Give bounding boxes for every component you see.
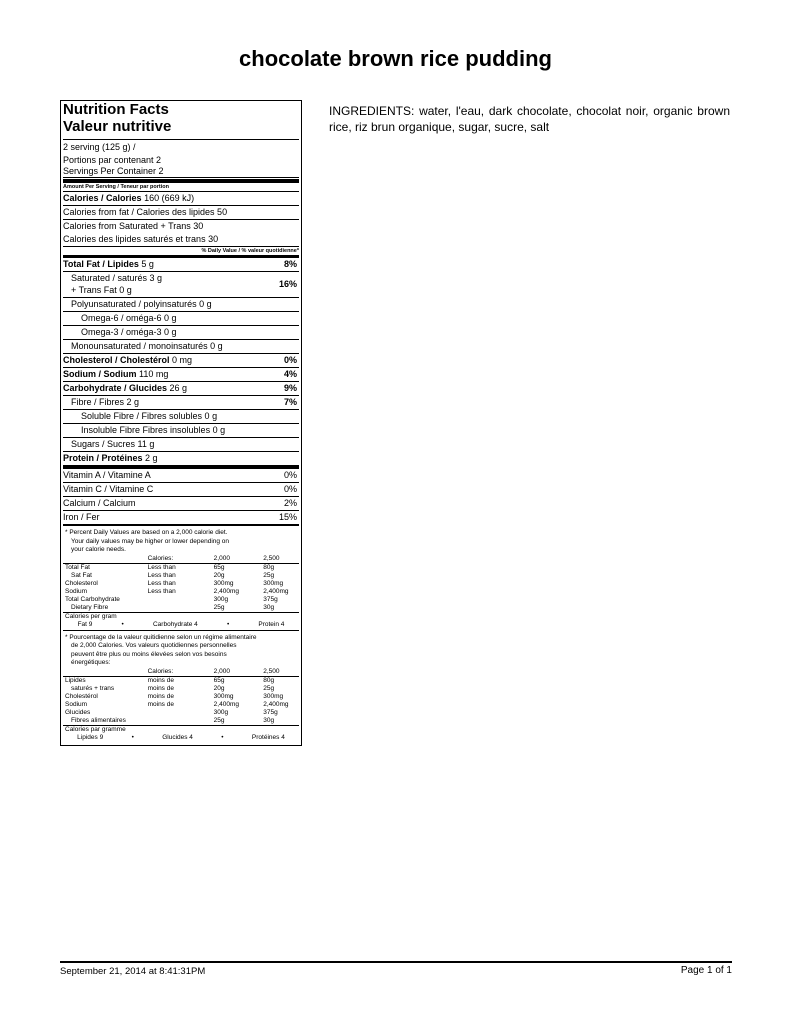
servings-per-container: Servings Per Container 2 xyxy=(63,166,299,178)
soluble-fibre-row: Soluble Fibre / Fibres solubles 0 g xyxy=(63,410,299,424)
table-cell: Dietary Fibre xyxy=(71,603,109,611)
vitamin-c-pct: 0% xyxy=(283,484,297,494)
cholesterol-row xyxy=(63,354,299,368)
total-fat-value: 5 g xyxy=(141,259,154,269)
table-cell: 30g xyxy=(263,716,275,724)
calories-per-gram-fr: Calories par gramme xyxy=(63,725,299,734)
table-row xyxy=(63,588,299,596)
table-cell: 25g xyxy=(213,716,225,724)
cpg-fr-bullet: • xyxy=(221,733,224,741)
footnote-en-line2: Your daily values may be higher or lower depending on xyxy=(71,537,230,545)
table-fr-header-cell: 2,500 xyxy=(261,668,299,677)
table-cell: 2,400mg xyxy=(263,587,289,595)
table-cell: 65g xyxy=(213,563,225,571)
portions: Portions par contenant 2 xyxy=(63,155,162,165)
table-cell: Glucides xyxy=(65,708,91,716)
table-cell xyxy=(146,709,212,717)
omega6-row: Omega-6 / oméga-6 0 g xyxy=(63,312,299,326)
carbohydrate-row xyxy=(63,382,299,396)
sodium-value: 110 mg xyxy=(139,369,169,379)
footer-page-number: Page 1 of 1 xyxy=(680,965,732,976)
table-en-header-cell xyxy=(63,555,146,564)
calories-label: Calories / Calories xyxy=(63,193,142,203)
table-row xyxy=(63,604,299,612)
fibre-row xyxy=(63,396,299,410)
table-cell: moins de xyxy=(147,676,174,684)
label-heading-en: Nutrition Facts xyxy=(63,101,169,118)
carbohydrate-pct: 9% xyxy=(283,383,297,393)
footer-date: September 21, 2014 at 8:41:31PM xyxy=(60,966,206,977)
table-cell: Less than xyxy=(147,563,176,571)
table-cell: 65g xyxy=(213,676,225,684)
calories-value: 160 (669 kJ) xyxy=(144,193,195,203)
footnote-fr-line2: de 2,000 Calories. Vos valeurs quotidiennes personnelles xyxy=(71,642,237,649)
saturated-row xyxy=(63,272,299,298)
table-cell: Total Carbohydrate xyxy=(65,595,120,603)
calories-sat-row: Calories from Saturated + Trans 30 xyxy=(63,221,204,231)
table-cell: 2,400mg xyxy=(213,700,239,708)
table-row xyxy=(63,709,299,717)
insoluble-fibre-row: Insoluble Fibre Fibres insolubles 0 g xyxy=(63,424,299,438)
iron-label: Iron / Fer xyxy=(63,512,100,522)
table-cell: Sodium xyxy=(65,587,88,595)
cpg-fr-glucides: Glucides 4 xyxy=(162,733,193,741)
sugars-row: Sugars / Sucres 11 g xyxy=(63,438,299,452)
table-row xyxy=(63,685,299,693)
table-row xyxy=(63,676,299,685)
table-row xyxy=(63,563,299,572)
footnote-en-line3: your calorie needs. xyxy=(71,546,126,553)
table-row xyxy=(63,717,299,725)
footnote-en-star: * xyxy=(65,529,68,536)
table-cell: moins de xyxy=(147,692,174,700)
calcium-row xyxy=(63,497,299,511)
omega3-row: Omega-3 / oméga-3 0 g xyxy=(63,326,299,340)
table-row xyxy=(63,693,299,701)
table-cell: 80g xyxy=(263,676,275,684)
protein-label: Protein / Protéines xyxy=(63,453,143,463)
table-en-header-cell: Calories: xyxy=(146,555,212,564)
table-cell: Cholesterol xyxy=(65,579,98,587)
protein-row xyxy=(63,452,299,465)
table-cell: 25g xyxy=(263,571,275,579)
footnote-fr-line3: peuvent être plus ou moins élevées selon vos besoins xyxy=(71,650,227,658)
calcium-label: Calcium / Calcium xyxy=(63,498,136,508)
table-cell: moins de xyxy=(147,700,174,708)
table-cell: Cholestérol xyxy=(65,692,98,700)
total-fat-pct: 8% xyxy=(283,259,297,269)
table-cell: 300mg xyxy=(213,579,234,587)
table-cell: Sat Fat xyxy=(71,571,92,579)
footnote-fr-line1: Pourcentage de la valeur quitidienne selon un régime alimentaire xyxy=(69,633,257,641)
vitamin-c-label: Vitamin C / Vitamine C xyxy=(63,484,154,494)
table-fr-header-cell: 2,000 xyxy=(212,668,262,677)
amount-header: Amount Per Serving / Teneur par portion xyxy=(63,183,299,192)
sodium-row xyxy=(63,368,299,382)
nutrition-facts-label xyxy=(60,100,302,746)
table-cell: Total Fat xyxy=(65,563,90,571)
saturated-line2: + Trans Fat 0 g xyxy=(71,285,132,295)
cpg-fr-proteines: Protéines 4 xyxy=(251,733,285,741)
table-cell xyxy=(146,717,212,725)
table-cell: 300g xyxy=(213,595,229,603)
vitamin-c-row xyxy=(63,483,299,497)
footnote-en xyxy=(63,526,299,555)
calories-per-gram-en-values xyxy=(63,621,299,631)
table-cell: 80g xyxy=(263,563,275,571)
table-cell: 2,400mg xyxy=(213,587,239,595)
table-row xyxy=(63,701,299,709)
vitamin-a-label: Vitamin A / Vitamine A xyxy=(63,470,151,480)
cpg-en-carb: Carbohydrate 4 xyxy=(152,620,198,628)
cholesterol-value: 0 mg xyxy=(169,355,193,365)
mono-row: Monounsaturated / monoinsaturés 0 g xyxy=(63,340,299,354)
table-cell: 375g xyxy=(263,595,278,603)
saturated-line1: Saturated / saturés 3 g xyxy=(71,273,163,283)
table-row xyxy=(63,572,299,580)
table-cell: 20g xyxy=(213,684,225,692)
table-cell: moins de xyxy=(147,684,174,692)
table-cell: saturés + trans xyxy=(71,684,115,692)
label-heading-fr: Valeur nutritive xyxy=(63,118,172,135)
table-en-header-cell: 2,000 xyxy=(212,555,262,564)
iron-pct: 15% xyxy=(278,512,297,522)
table-cell: Sodium xyxy=(65,700,88,708)
footnote-en-line1: Percent Daily Values are based on a 2,000 calorie diet. xyxy=(69,529,228,536)
ingredients-text: INGREDIENTS: water, l'eau, dark chocolate, chocolat noir, organic brown rice, riz brun organique, sugar, sucre, salt xyxy=(329,104,730,134)
cpg-fr-bullet: • xyxy=(131,733,134,741)
cpg-en-fat: Fat 9 xyxy=(77,620,93,628)
protein-value: 2 g xyxy=(145,453,158,463)
table-cell: Fibres alimentaires xyxy=(71,716,126,724)
dv-table-fr xyxy=(63,668,299,725)
table-cell: 300mg xyxy=(213,692,234,700)
serving-size: 2 serving (125 g) / xyxy=(63,139,299,153)
table-cell: 300mg xyxy=(263,692,284,700)
calories-fat-row: Calories from fat / Calories des lipides 50 xyxy=(63,206,299,220)
vitamin-a-row xyxy=(63,469,299,483)
calcium-pct: 2% xyxy=(283,498,297,508)
dv-table-en xyxy=(63,555,299,612)
calories-per-gram-en: Calories per gram xyxy=(63,612,299,621)
table-cell: 375g xyxy=(263,708,278,716)
table-cell: 30g xyxy=(263,603,275,611)
table-cell: 300g xyxy=(213,708,229,716)
sodium-pct: 4% xyxy=(283,369,297,379)
calories-per-gram-fr-values xyxy=(63,734,299,743)
iron-row xyxy=(63,511,299,524)
cpg-en-bullet: • xyxy=(121,620,124,628)
table-cell: 2,400mg xyxy=(263,700,289,708)
vitamin-a-pct: 0% xyxy=(283,470,297,480)
page-title: chocolate brown rice pudding xyxy=(239,46,552,71)
table-row xyxy=(63,580,299,588)
total-fat-row xyxy=(63,258,299,272)
total-fat-label: Total Fat / Lipides xyxy=(63,259,139,269)
table-cell: 25g xyxy=(263,684,275,692)
table-cell: Less than xyxy=(147,571,176,579)
table-cell: 20g xyxy=(213,571,225,579)
carbohydrate-label: Carbohydrate / Glucides xyxy=(63,383,168,393)
table-cell xyxy=(146,596,212,604)
cpg-fr-lipides: Lipides 9 xyxy=(77,733,104,741)
calories-row xyxy=(63,192,299,206)
table-en-header-cell: 2,500 xyxy=(261,555,299,564)
saturated-pct: 16% xyxy=(278,279,297,289)
fibre-label: Fibre / Fibres 2 g xyxy=(71,397,140,407)
cholesterol-label: Cholesterol / Cholestérol xyxy=(63,355,170,365)
cpg-en-bullet: • xyxy=(226,620,230,628)
calories-sat-fr-row: Calories des lipides saturés et trans 30 xyxy=(63,233,299,247)
dv-header: % Daily Value / % valeur quotidienne* xyxy=(63,247,299,256)
fibre-pct: 7% xyxy=(283,397,297,407)
table-row xyxy=(63,596,299,604)
table-cell: 300mg xyxy=(263,579,284,587)
table-cell xyxy=(146,604,212,612)
sodium-label: Sodium / Sodium xyxy=(63,369,137,379)
footnote-fr xyxy=(63,631,299,668)
table-cell: Lipides xyxy=(65,676,86,684)
cpg-en-protein: Protein 4 xyxy=(258,620,285,628)
footer-divider xyxy=(60,961,732,963)
footnote-fr-star: * xyxy=(65,633,68,641)
table-cell: 25g xyxy=(213,603,225,611)
table-cell: Less than xyxy=(147,579,176,587)
table-fr-header-cell xyxy=(63,668,146,677)
table-cell: Less than xyxy=(147,587,176,595)
footnote-fr-line4: énergétiques: xyxy=(71,659,111,666)
cholesterol-pct: 0% xyxy=(283,355,297,365)
poly-row: Polyunsaturated / polyinsaturés 0 g xyxy=(63,298,299,312)
table-fr-header-cell: Calories: xyxy=(146,668,212,677)
carbohydrate-value: 26 g xyxy=(169,383,188,393)
